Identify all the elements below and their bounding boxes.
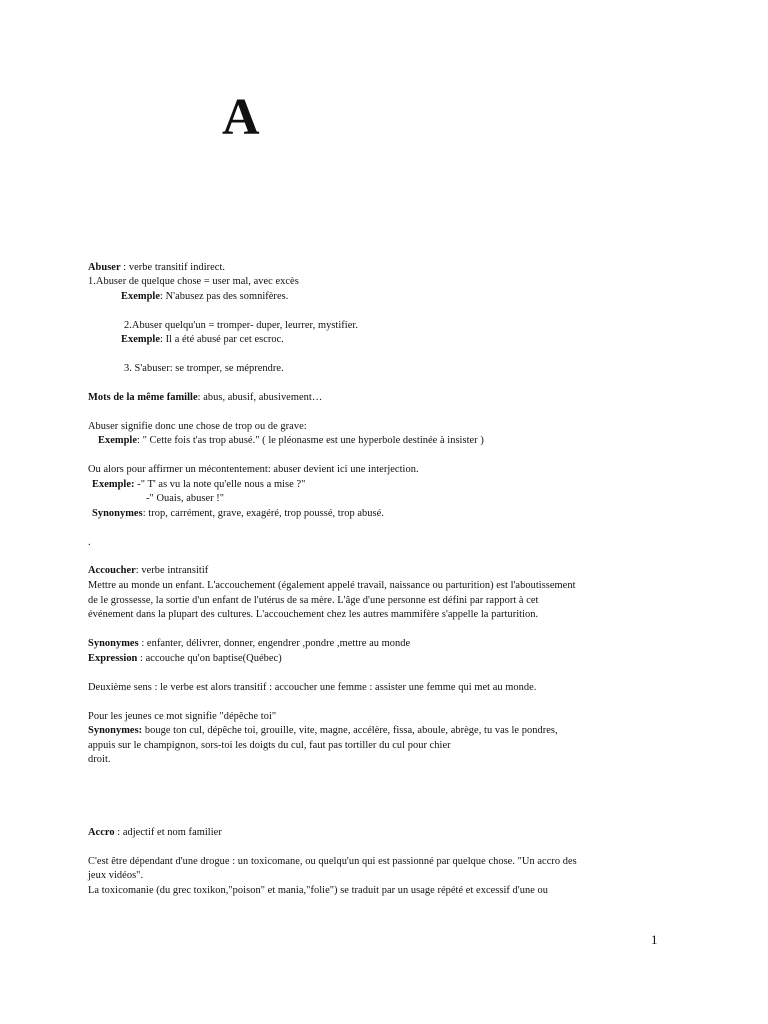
entry-abuser-synonyms: Synonymes: trop, carrément, grave, exagéré, trop poussé, trop abusé. [92, 508, 384, 519]
entry-accro-text3: La toxicomanie (du grec toxikon,"poison" et mania,"folie") se traduit par un usage répété et excessif d'une ou [88, 885, 549, 896]
entry-abuser-example3: Exemple: " Cette fois t'as trop abusé." ( le pléonasme est une hyperbole destinée à insister ) [98, 435, 484, 446]
entry-abuser-example4-reply: -" Ouais, abuser !" [146, 493, 225, 504]
entry-abuser-example2: Exemple: Il a été abusé par cet escroc. [121, 334, 284, 345]
entry-abuser-sense2: 2.Abuser quelqu'un = tromper- duper, leurrer, mystifier. [124, 320, 358, 331]
entry-accoucher-second-sense: Deuxième sens : le verbe est alors transitif : accoucher une femme : assister une femme qui met au monde. [88, 682, 537, 693]
entry-accoucher-text1: Mettre au monde un enfant. L'accouchement (également appelé travail, naissance ou parturition) est l'aboutissement [88, 580, 576, 591]
entry-accoucher-header: Accoucher: verbe intransitif [88, 565, 209, 576]
entry-accro-text2: jeux vidéos". [88, 870, 144, 881]
entry-abuser-example1: Exemple: N'abusez pas des somnifères. [121, 291, 289, 302]
entry-accoucher-youth: Pour les jeunes ce mot signifie "dépêche toi" [88, 711, 277, 722]
entry-accoucher-youth-synonyms-end: droit. [88, 754, 111, 765]
entry-abuser-sense1: 1.Abuser de quelque chose = user mal, avec excès [88, 276, 299, 287]
entry-accro-header: Accro : adjectif et nom familier [88, 827, 222, 838]
entry-abuser-example4: Exemple: -" T' as vu la note qu'elle nous a mise ?" [92, 479, 306, 490]
entry-accoucher-text3: événement dans la plupart des cultures. L'accouchement chez les autres mammifère s'appelle la parturition. [88, 609, 539, 620]
entry-accoucher-text2: de le grossesse, la sortie d'un enfant de l'utérus de sa mère. L'âge d'une personne est défini par rapport à cet [88, 595, 539, 606]
entry-term: Abuser [88, 262, 121, 273]
section-letter-heading: A [222, 89, 260, 146]
entry-abuser-header: Abuser : verbe transitif indirect. [88, 262, 226, 273]
entry-term: Accro [88, 827, 115, 838]
entry-accoucher-youth-synonyms: Synonymes: bouge ton cul, dépêche toi, grouille, vite, magne, accélère, fissa, aboule, abrège, tu vas le pondres, [88, 725, 558, 736]
entry-accoucher-synonyms: Synonymes : enfanter, délivrer, donner, engendrer ,pondre ,mettre au monde [88, 638, 411, 649]
entry-abuser-interjection: Ou alors pour affirmer un mécontentement: abuser devient ici une interjection. [88, 464, 419, 475]
separator-dot: . [88, 537, 91, 548]
entry-accoucher-expression: Expression : accouche qu'on baptise(Québec) [88, 653, 282, 664]
entry-term: Accoucher [88, 565, 136, 576]
page-number: 1 [651, 932, 658, 947]
entry-abuser-meaning: Abuser signifie donc une chose de trop ou de grave: [88, 421, 307, 432]
entry-accro-text1: C'est être dépendant d'une drogue : un toxicomane, ou quelqu'un qui est passionné par quelque chose. "Un accro des [88, 856, 577, 867]
entry-accoucher-youth-synonyms-cont: appuis sur le champignon, sors-toi les doigts du cul, faut pas tortiller du cul pour chier [88, 740, 451, 751]
entry-abuser-sense3: 3. S'abuser: se tromper, se méprendre. [124, 363, 284, 374]
entry-abuser-family: Mots de la même famille: abus, abusif, abusivement… [88, 392, 323, 403]
